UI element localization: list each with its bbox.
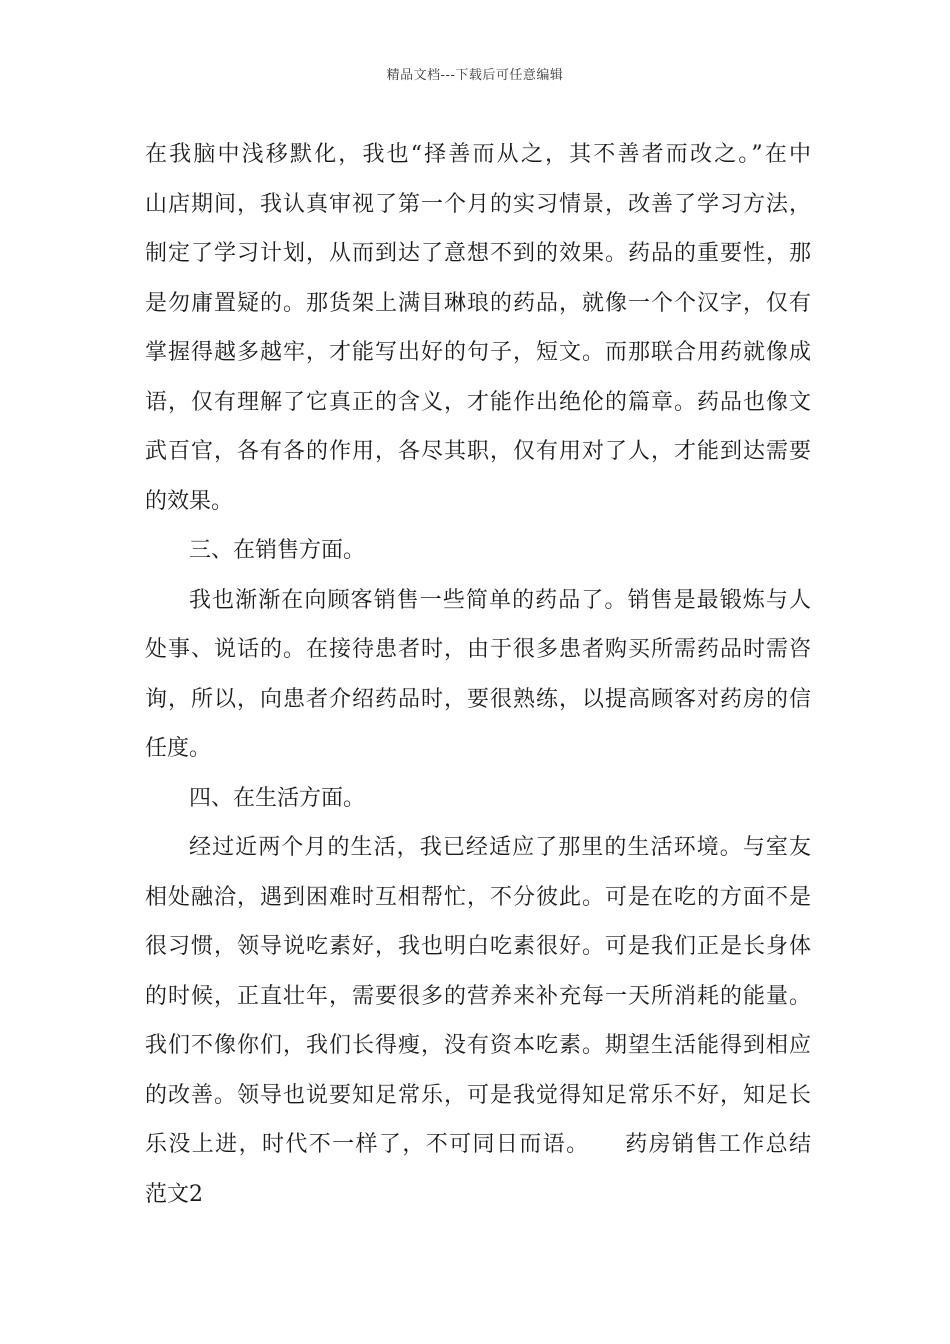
section-heading: 三、在销售方面。 <box>189 538 366 563</box>
text-line: 的时候，正直壮年，需要很多的营养来补充每一天所消耗的能量。 <box>145 983 811 1009</box>
document-body <box>145 130 811 1219</box>
text-line: 语，仅有理解了它真正的含义，才能作出绝伦的篇章。药品也像文 <box>145 389 811 415</box>
page-header: 精品文档---下载后可任意编辑 <box>386 68 564 83</box>
text-line: 武百官，各有各的作用，各尽其职，仅有用对了人，才能到达需要 <box>145 439 811 464</box>
text-line: 乐没上进，时代不一样了，不可同日而语。 药房销售工作总结 <box>145 1132 811 1157</box>
text-line: 经过近两个月的生活，我已经适应了那里的生活环境。与室友 <box>189 835 811 860</box>
text-line: 询，所以，向患者介绍药品时，要很熟练，以提高顾客对药房的信 <box>145 686 811 712</box>
text-line: 的改善。领导也说要知足常乐，可是我觉得知足常乐不好，知足长 <box>145 1082 811 1108</box>
text-line: 是勿庸置疑的。那货架上满目琳琅的药品，就像一个个汉字，仅有 <box>145 290 811 316</box>
text-line: 范文2 <box>145 1181 203 1207</box>
text-line: 我们不像你们，我们长得瘦，没有资本吃素。期望生活能得到相应 <box>145 1033 811 1058</box>
text-line: 制定了学习计划，从而到达了意想不到的效果。药品的重要性，那 <box>145 241 811 266</box>
text-line: 很习惯，领导说吃素好，我也明白吃素很好。可是我们正是长身体 <box>145 934 811 959</box>
text-line: 的效果。 <box>145 488 234 514</box>
text-line: 我也渐渐在向顾客销售一些简单的药品了。销售是最锻炼与人 <box>189 587 811 613</box>
text-line: 掌握得越多越牢，才能写出好的句子，短文。而那联合用药就像成 <box>145 340 811 365</box>
text-line: 在我脑中浅移默化，我也“择善而从之，其不善者而改之。”在中 <box>145 142 811 167</box>
section-heading: 四、在生活方面。 <box>189 785 366 811</box>
text-line: 相处融洽，遇到困难时互相帮忙，不分彼此。可是在吃的方面不是 <box>145 884 811 910</box>
text-line: 任度。 <box>145 736 212 761</box>
text-line: 处事、说话的。在接待患者时，由于很多患者购买所需药品时需咨 <box>145 637 811 662</box>
text-line: 山店期间，我认真审视了第一个月的实习情景，改善了学习方法， <box>145 191 811 217</box>
